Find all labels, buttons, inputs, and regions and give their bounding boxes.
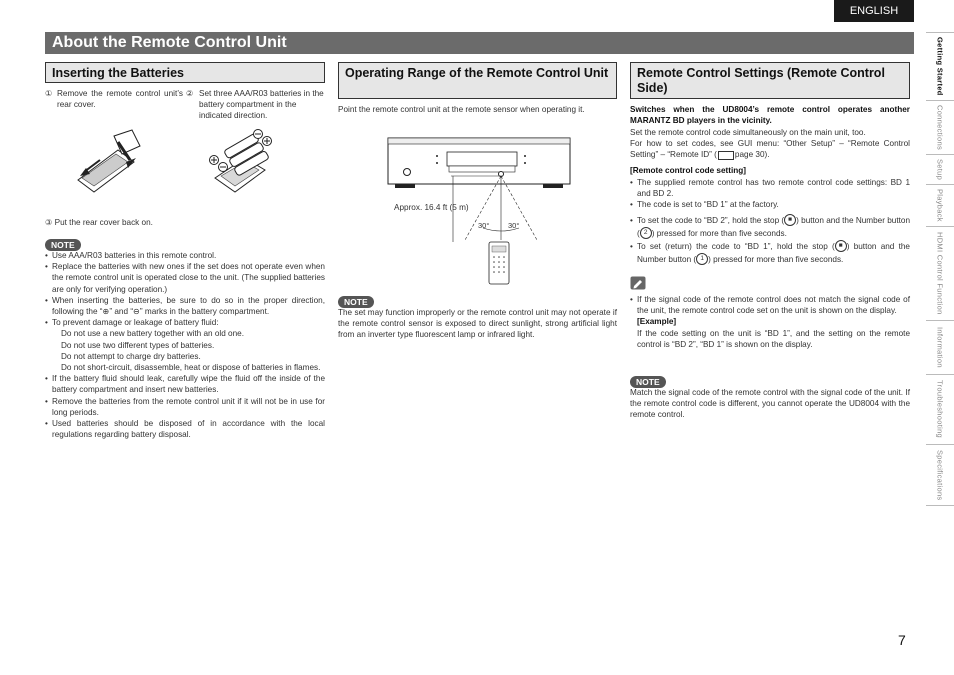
step1-text: Remove the remote control unit’s rear cover.: [57, 89, 183, 110]
tip-list: [630, 294, 910, 350]
side-tab-specifications[interactable]: Specifications: [926, 444, 954, 506]
code-setting-heading: [Remote control code setting]: [630, 166, 746, 175]
batteries-notes: [45, 250, 325, 440]
range-intro: Point the remote control unit at the remote sensor when operating it.: [338, 105, 585, 114]
example-text: If the code setting on the unit is “BD 1”, and the setting on the remote control is “BD 2”, “BD 1” is shown on the display.: [637, 328, 910, 349]
list-item: • Replace the batteries with new ones if the set does not operate even when the remote control unit is operated close to the unit. (The supplied batteries are only for verifying operation.): [45, 261, 325, 295]
list-item: • Use AAA/R03 batteries in this remote control.: [45, 250, 325, 261]
side-tab-hdmi-control[interactable]: HDMI Control Function: [926, 226, 954, 320]
list-item: • To set the code to “BD 2”, hold the stop ( ■ ) button and the Number button ( 2 ) pressed for more than five seconds.: [630, 214, 910, 240]
list-item: • Remove the batteries from the remote control unit if it will not be in use for long periods.: [45, 396, 325, 418]
side-tab-information[interactable]: Information: [926, 320, 954, 374]
step2-text: Set three AAA/R03 batteries in the battery compartment in the indicated direction.: [199, 89, 324, 121]
step2-number: ②: [186, 89, 194, 98]
insert-batteries-illustration: [205, 128, 280, 196]
list-item: • To prevent damage or leakage of battery fluid:: [45, 317, 325, 328]
stop-button-icon: ■: [784, 214, 796, 226]
list-item: • Used batteries should be disposed of in accordance with the local regulations regarding battery disposal.: [45, 418, 325, 440]
list-item: Do not use a new battery together with an old one.: [61, 329, 244, 339]
settings-intro2: For how to set codes, see GUI menu: “Other Setup” – “Remote Control Setting” – “Remote ID” ( page 30).: [630, 139, 910, 160]
step1-number: ①: [45, 89, 53, 98]
list-item: • The code is set to “BD 1” at the factory.: [630, 199, 910, 210]
pencil-icon: [630, 276, 646, 290]
number-1-button-icon: 1: [696, 253, 708, 265]
side-tab-playback[interactable]: Playback: [926, 184, 954, 226]
remove-cover-illustration: [70, 128, 150, 196]
angle-left-label: 30°: [478, 221, 490, 230]
range-heading: Operating Range of the Remote Control Unit: [338, 62, 617, 99]
language-label: ENGLISH: [834, 0, 914, 22]
settings-note-badge: NOTE: [630, 376, 666, 388]
batteries-note-badge: NOTE: [45, 239, 81, 251]
side-tab-setup[interactable]: Setup: [926, 154, 954, 184]
code-setting-list: [630, 177, 910, 266]
settings-note: Match the signal code of the remote control with the signal code of the unit. If the remote control code is different, you cannot operate the UD8004 with the remote control.: [630, 388, 910, 420]
number-2-button-icon: 2: [640, 227, 652, 239]
range-note-badge: NOTE: [338, 296, 374, 308]
side-tab-troubleshooting[interactable]: Troubleshooting: [926, 374, 954, 444]
list-item: • To set (return) the code to “BD 1”, hold the stop ( ■ ) button and the Number button ( 1 ) pressed for more than five seconds.: [630, 240, 910, 266]
list-item: • The supplied remote control has two remote control code settings: BD 1 and BD 2.: [630, 177, 910, 199]
settings-heading: Remote Control Settings (Remote Control Side): [630, 62, 910, 99]
list-item: • If the signal code of the remote control does not match the signal code of the unit, the remote control code set on the unit is shown on the display.: [630, 294, 910, 316]
list-item: • When inserting the batteries, be sure to do so in the proper direction, following the “⊕” and “⊖” marks in the battery compartment.: [45, 295, 325, 317]
side-tab-getting-started[interactable]: Getting Started: [926, 32, 954, 100]
page-title: About the Remote Control Unit: [45, 32, 914, 54]
page-number: 7: [898, 632, 906, 648]
settings-intro: Set the remote control code simultaneously on the main unit, too.: [630, 128, 866, 137]
example-heading: [Example]: [637, 317, 677, 327]
batteries-heading: Inserting the Batteries: [45, 62, 325, 83]
list-item: Do not attempt to charge dry batteries.: [61, 351, 201, 361]
step3-text: ③ Put the rear cover back on.: [45, 218, 153, 227]
angle-right-label: 30°: [508, 221, 520, 230]
list-item: Do not use two different types of batteries.: [61, 340, 215, 350]
range-note: The set may function improperly or the remote control unit may not operate if the remote control sensor is exposed to direct sunlight, strong artificial light from an inverter type fluorescent lamp or infrared light.: [338, 308, 617, 340]
page-reference-icon: [718, 151, 734, 160]
distance-label: Approx. 16.4 ft (5 m): [394, 203, 469, 212]
settings-bold-intro: Switches when the UD8004’s remote control operates another MARANTZ BD players in the vicinity.: [630, 105, 910, 126]
stop-button-icon: ■: [835, 240, 847, 252]
list-item: Do not short-circuit, disassemble, heat or dispose of batteries in flames.: [61, 363, 321, 373]
side-tab-connections[interactable]: Connections: [926, 100, 954, 154]
list-item: • If the battery fluid should leak, carefully wipe the fluid off the inside of the battery compartment and insert new batteries.: [45, 373, 325, 395]
